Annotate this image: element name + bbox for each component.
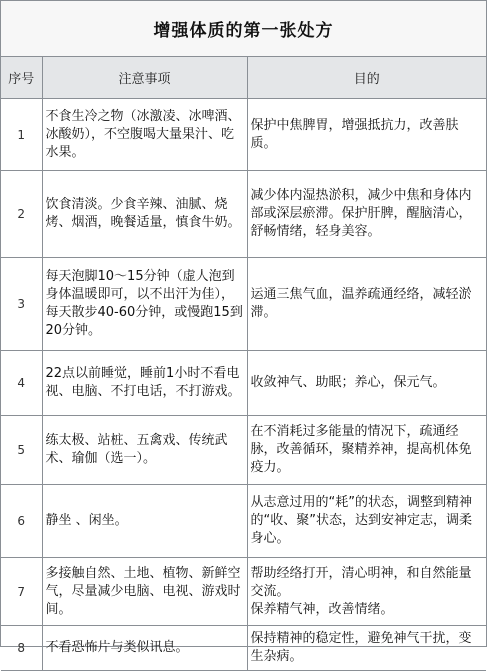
table-row [1, 416, 486, 485]
prescription-table [1, 57, 486, 671]
row-notes: 静坐 、闲坐。 [42, 485, 247, 558]
page-title: 增强体质的第一张处方 [1, 1, 486, 57]
row-num: 1 [1, 99, 42, 171]
row-notes: 22点以前睡觉，睡前1小时不看电视、电脑、不打电话，不打游戏。 [42, 351, 247, 416]
row-num: 3 [1, 258, 42, 351]
row-notes: 每天泡脚10～15分钟（虚人泡到身体温暖即可，以不出汗为佳），每天散步40-60分钟，或慢跑15到20分钟。 [42, 258, 247, 351]
header-purpose: 目的 [247, 57, 486, 99]
row-num: 8 [1, 626, 42, 671]
row-purpose: 保持精神的稳定性，避免神气干扰，变生杂病。 [247, 626, 486, 671]
table-row [1, 171, 486, 258]
table-row [1, 351, 486, 416]
row-num: 7 [1, 558, 42, 626]
row-purpose: 保护中焦脾胃，增强抵抗力，改善肤质。 [247, 99, 486, 171]
row-notes: 练太极、站桩、五禽戏、传统武术、瑜伽（选一）。 [42, 416, 247, 485]
row-num: 5 [1, 416, 42, 485]
table-row [1, 99, 486, 171]
row-notes: 饮食清淡。少食辛辣、油腻、烧烤、烟酒，晚餐适量，慎食牛奶。 [42, 171, 247, 258]
row-purpose: 减少体内湿热淤积，减少中焦和身体内部或深层瘀滞。保护肝脾，醒脑清心，舒畅情绪，轻身美容。 [247, 171, 486, 258]
row-notes: 不看恐怖片与类似讯息。 [42, 626, 247, 671]
table-row [1, 258, 486, 351]
table-row [1, 558, 486, 626]
row-purpose: 在不消耗过多能量的情况下，疏通经脉，改善循环，聚精养神，提高机体免疫力。 [247, 416, 486, 485]
header-notes: 注意事项 [42, 57, 247, 99]
row-notes: 不食生冷之物（冰激凌、冰啤酒、冰酸奶），不空腹喝大量果汁、吃水果。 [42, 99, 247, 171]
table-row [1, 626, 486, 671]
header-num: 序号 [1, 57, 42, 99]
row-notes: 多接触自然、土地、植物、新鲜空气，尽量减少电脑、电视、游戏时间。 [42, 558, 247, 626]
row-purpose: 从志意过用的“耗”的状态，调整到精神的“收、聚”状态，达到安神定志，调柔身心。 [247, 485, 486, 558]
row-num: 4 [1, 351, 42, 416]
row-purpose: 收敛神气、助眠；养心，保元气。 [247, 351, 486, 416]
table-header-row [1, 57, 486, 99]
row-num: 2 [1, 171, 42, 258]
row-purpose: 运通三焦气血，温养疏通经络，减轻淤滞。 [247, 258, 486, 351]
table-row [1, 485, 486, 558]
row-purpose: 帮助经络打开，清心明神，和自然能量交流。 保养精气神，改善情绪。 [247, 558, 486, 626]
row-num: 6 [1, 485, 42, 558]
